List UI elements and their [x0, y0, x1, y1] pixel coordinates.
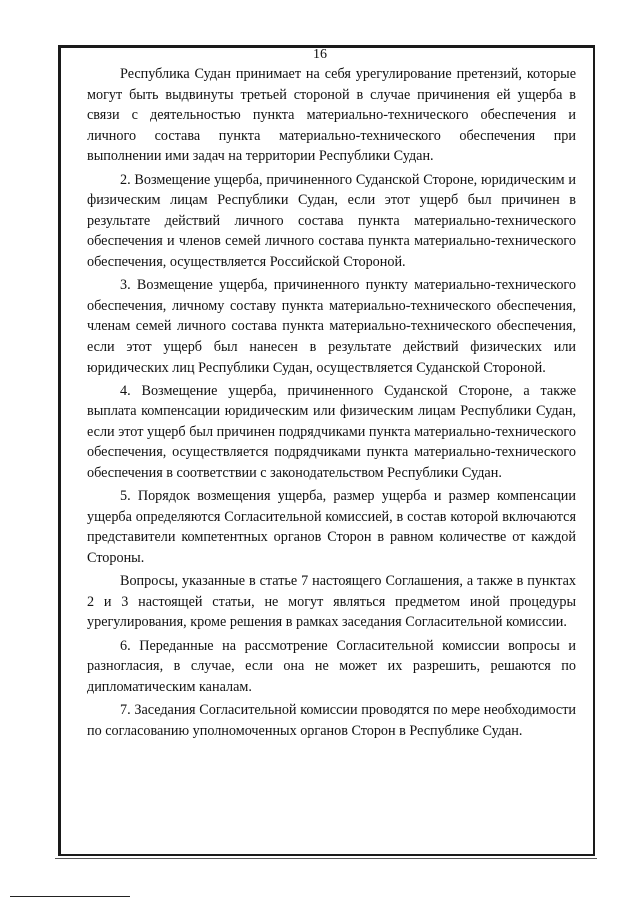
document-body [87, 64, 576, 744]
page-number: 16 [313, 47, 327, 62]
paragraph-questions: Вопросы, указанные в статье 7 настоящего Соглашения, а также в пунктах 2 и 3 настоящей статьи, не могут являться предметом иной процедуры урегулирования, кроме решения в рамках заседания Согласительной комиссии. [87, 573, 576, 631]
footer-rule [10, 896, 130, 897]
paragraph-claims-settlement: Республика Судан принимает на себя урегулирование претензий, которые могут быть выдвинуты третьей стороной в случае причинения ей ущерба в связи с деятельностью пункта материально-технического обеспечения и личного состава пункта материально-технического обеспечения при выполнении ими задач на территории Республики Судан. [87, 66, 576, 165]
paragraph-item-2: 2. Возмещение ущерба, причиненного Суданской Стороне, юридическим и физическим лицам Республики Судан, если этот ущерб был причинен в результате действий личного состава пункта материально-технического обеспечения и членов семей личного состава пункта материально-технического обеспечения, осуществляется Российской Стороной. [87, 171, 576, 270]
page-border-bottom-line [55, 858, 597, 859]
paragraph-item-5: 5. Порядок возмещения ущерба, размер ущерба и размер компенсации ущерба определяются Согласительной комиссией, в состав которой включаются представители компетентных органов Сторон в равном количестве от каждой Стороны. [87, 488, 576, 567]
paragraph-item-3: 3. Возмещение ущерба, причиненного пункту материально-технического обеспечения, личному составу пункта материально-технического обеспечения, членам семей личного состава пункта материально-технического обеспечения, если этот ущерб был нанесен в результате действий физических или юридических лиц Республики Судан, осуществляется Суданской Стороной. [87, 277, 576, 376]
paragraph-item-6: 6. Переданные на рассмотрение Согласительной комиссии вопросы и разногласия, в случае, если она не может их разрешить, решаются по дипломатическим каналам. [87, 637, 576, 695]
paragraph-item-4: 4. Возмещение ущерба, причиненного Суданской Стороне, а также выплата компенсации юридическим или физическим лицам Республики Судан, если этот ущерб был причинен подрядчиками пункта материально-технического обеспечения, осуществляется подрядчиками пункта материально-технического обеспечения в соответствии с законодательством Республики Судан. [87, 382, 576, 482]
paragraph-item-7: 7. Заседания Согласительной комиссии проводятся по мере необходимости по согласованию уполномоченных органов Сторон в Республике Судан. [87, 701, 576, 739]
